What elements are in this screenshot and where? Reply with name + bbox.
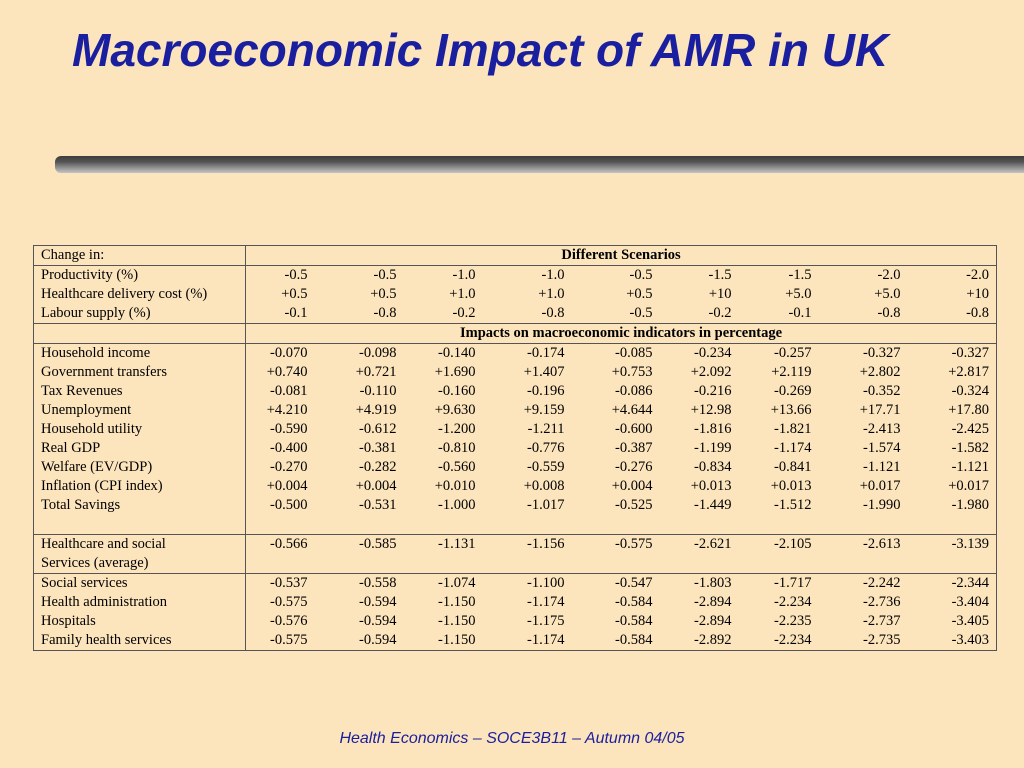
cell-value: -0.5 — [246, 266, 315, 286]
cell-value: -0.098 — [315, 344, 404, 364]
row-label: Family health services — [34, 631, 246, 651]
cell-value: -2.0 — [819, 266, 908, 286]
cell-value: +2.092 — [690, 364, 732, 380]
cell-value: -2.735 — [819, 631, 908, 651]
cell-value: -3.403 — [908, 631, 997, 651]
cell-value: -1.175 — [527, 613, 565, 629]
cell-value: -0.381 — [359, 440, 397, 456]
cell-value — [483, 554, 572, 574]
cell-value: -2.737 — [863, 613, 901, 629]
cell-value: -0.327 — [908, 344, 997, 364]
cell-value: -0.575 — [270, 594, 308, 610]
cell-value: -0.352 — [863, 383, 901, 399]
cell-value: +0.721 — [355, 364, 397, 380]
scenario-rows — [34, 266, 997, 324]
cell-value: -0.110 — [359, 383, 397, 399]
cell-value: -2.894 — [694, 594, 732, 610]
cell-value: -0.537 — [246, 574, 315, 594]
cell-value: -1.150 — [404, 631, 483, 651]
cell-value: -0.834 — [694, 459, 732, 475]
cell-value: -2.892 — [660, 631, 739, 651]
cell-value: -0.216 — [694, 383, 732, 399]
cell-value: -1.156 — [483, 535, 572, 555]
cell-value: -0.276 — [615, 459, 653, 475]
cell-value: -2.105 — [739, 535, 819, 555]
cell-value: +10 — [708, 286, 732, 302]
cell-value — [819, 515, 908, 535]
cell-value: +0.5 — [370, 286, 397, 302]
cell-value: -2.425 — [908, 420, 997, 439]
cell-value: +2.119 — [771, 364, 812, 380]
footer: Health Economics – SOCE3B11 – Autumn 04/05 — [339, 730, 685, 747]
cell-value: -0.566 — [246, 535, 315, 555]
cell-value: -0.327 — [819, 344, 908, 364]
table-row — [34, 593, 997, 612]
cell-value: -0.547 — [572, 574, 660, 594]
cell-value — [246, 554, 315, 574]
cell-value: -0.525 — [615, 497, 653, 513]
cell-value — [660, 515, 739, 535]
cell-value: -0.576 — [270, 613, 308, 629]
cell-value: -1.717 — [739, 574, 819, 594]
cell-value: -1.131 — [404, 535, 483, 555]
cell-value: -0.560 — [438, 459, 476, 475]
cell-value: -2.413 — [863, 421, 901, 437]
cell-value: -2.736 — [863, 594, 901, 610]
row-label: Social services — [34, 574, 246, 594]
cell-value: -0.810 — [438, 440, 476, 456]
cell-value — [246, 515, 315, 535]
cell-value: -1.803 — [660, 574, 739, 594]
row-label: Services (average) — [34, 554, 246, 574]
cell-value: -3.405 — [908, 612, 997, 631]
cell-value: -1.150 — [438, 613, 476, 629]
cell-value — [660, 554, 739, 574]
cell-value: -0.400 — [270, 440, 308, 456]
cell-value: -0.257 — [739, 344, 819, 364]
cell-value: -0.531 — [359, 497, 397, 513]
cell-value — [572, 554, 660, 574]
scenario-table — [33, 245, 997, 651]
cell-value: -0.600 — [615, 421, 653, 437]
row-label: Labour supply (%) — [34, 304, 246, 324]
healthcare-rows — [34, 535, 997, 574]
cell-value: +0.008 — [523, 478, 565, 494]
row-label: Welfare (EV/GDP) — [34, 458, 246, 477]
row-label: Productivity (%) — [34, 266, 246, 286]
cell-value: -0.160 — [438, 383, 476, 399]
cell-value: +4.919 — [355, 402, 397, 418]
cell-value: -0.270 — [270, 459, 308, 475]
cell-value: +0.740 — [266, 364, 308, 380]
cell-value: -0.575 — [572, 535, 660, 555]
row-label: Government transfers — [34, 363, 246, 382]
table-row — [34, 515, 997, 535]
cell-value: +0.5 — [626, 286, 653, 302]
cell-value: -0.585 — [315, 535, 404, 555]
cell-value: -0.070 — [246, 344, 315, 364]
row-label: Household utility — [34, 420, 246, 439]
cell-value: -2.234 — [739, 631, 819, 651]
cell-value: -1.582 — [908, 439, 997, 458]
cell-value: -0.594 — [359, 594, 397, 610]
impacts-header-row — [34, 324, 997, 344]
cell-value: +0.013 — [770, 478, 812, 494]
cell-value: -0.086 — [615, 383, 653, 399]
cell-value: +1.690 — [434, 364, 476, 380]
cell-value — [739, 515, 819, 535]
cell-value: -2.621 — [660, 535, 739, 555]
cell-value: +0.017 — [859, 478, 901, 494]
cell-value: +0.013 — [690, 478, 732, 494]
cell-value: -1.074 — [404, 574, 483, 594]
cell-value: -2.235 — [774, 613, 812, 629]
cell-value: +0.004 — [266, 478, 308, 494]
table-row — [34, 496, 997, 515]
cell-value: -3.139 — [908, 535, 997, 555]
cell-value: -0.612 — [359, 421, 397, 437]
cell-value: -0.8 — [877, 305, 901, 321]
cell-value: -1.100 — [483, 574, 572, 594]
cell-value: +0.017 — [908, 477, 997, 496]
cell-value: -1.449 — [694, 497, 732, 513]
cell-value: -1.174 — [527, 594, 565, 610]
cell-value: -1.821 — [774, 421, 812, 437]
cell-value: -0.282 — [359, 459, 397, 475]
cell-value: -0.8 — [908, 304, 997, 324]
cell-value: -3.404 — [908, 593, 997, 612]
cell-value: +1.407 — [523, 364, 565, 380]
table-row — [34, 304, 997, 324]
indicator-rows — [34, 344, 997, 535]
row-label: Real GDP — [34, 439, 246, 458]
cell-value: -1.017 — [527, 497, 565, 513]
cell-value: +13.66 — [770, 402, 812, 418]
cell-value: +0.010 — [434, 478, 476, 494]
cell-value: -1.000 — [438, 497, 476, 513]
cell-value — [908, 515, 997, 535]
cell-value: +12.98 — [690, 402, 732, 418]
row-label: Tax Revenues — [34, 382, 246, 401]
cell-value: -1.211 — [527, 421, 565, 437]
cell-value: -2.613 — [819, 535, 908, 555]
cell-value: -1.150 — [438, 594, 476, 610]
cell-value — [819, 554, 908, 574]
cell-value: -1.816 — [694, 421, 732, 437]
row-label: Total Savings — [34, 496, 246, 515]
cell-value: +0.004 — [611, 478, 653, 494]
cell-value: -0.584 — [615, 613, 653, 629]
table-row — [34, 574, 997, 594]
table-row — [34, 401, 997, 420]
table-header-row — [34, 246, 997, 266]
cell-value: -1.174 — [774, 440, 812, 456]
cell-value: -2.894 — [694, 613, 732, 629]
table-row — [34, 363, 997, 382]
cell-value — [739, 554, 819, 574]
cell-value: -0.559 — [527, 459, 565, 475]
cell-value: -0.387 — [615, 440, 653, 456]
cell-value: +4.210 — [266, 402, 308, 418]
table-row — [34, 554, 997, 574]
cell-value: -1.980 — [908, 496, 997, 515]
cell-value: -1.121 — [863, 459, 901, 475]
cell-value: -1.512 — [774, 497, 812, 513]
row-label: Inflation (CPI index) — [34, 477, 246, 496]
cell-value: -1.174 — [483, 631, 572, 651]
cell-value: -0.085 — [572, 344, 660, 364]
cell-value: -0.1 — [284, 305, 308, 321]
cell-value: -0.174 — [483, 344, 572, 364]
title-divider — [55, 156, 1024, 173]
scenarios-header: Different Scenarios — [246, 246, 997, 266]
table-row — [34, 612, 997, 631]
cell-value: -0.1 — [788, 305, 812, 321]
cell-value: +9.630 — [434, 402, 476, 418]
table-row — [34, 477, 997, 496]
cell-value: -0.584 — [572, 631, 660, 651]
impacts-header: Impacts on macroeconomic indicators in percentage — [246, 324, 997, 344]
table-row — [34, 344, 997, 364]
cell-value: -0.5 — [315, 266, 404, 286]
service-rows — [34, 574, 997, 651]
cell-value: +4.644 — [611, 402, 653, 418]
cell-value: +2.817 — [908, 363, 997, 382]
cell-value: -1.5 — [660, 266, 739, 286]
table-row — [34, 631, 997, 651]
cell-value: -0.590 — [270, 421, 308, 437]
cell-value — [404, 554, 483, 574]
cell-value: -2.242 — [819, 574, 908, 594]
cell-value: -2.234 — [774, 594, 812, 610]
cell-value: -0.841 — [774, 459, 812, 475]
cell-value: -1.990 — [863, 497, 901, 513]
cell-value: -1.574 — [863, 440, 901, 456]
row-label: Healthcare and social — [34, 535, 246, 555]
cell-value: +0.753 — [611, 364, 653, 380]
slide-title: Macroeconomic Impact of AMR in UK — [72, 24, 889, 76]
cell-value: -0.234 — [660, 344, 739, 364]
change-in-label: Change in: — [34, 246, 246, 266]
cell-value: +1.0 — [538, 286, 565, 302]
row-label: Healthcare delivery cost (%) — [34, 285, 246, 304]
row-label: Unemployment — [34, 401, 246, 420]
cell-value: -0.196 — [527, 383, 565, 399]
row-label: Household income — [34, 344, 246, 364]
cell-value — [315, 515, 404, 535]
cell-value: +9.159 — [523, 402, 565, 418]
table-row — [34, 458, 997, 477]
cell-value: -0.776 — [527, 440, 565, 456]
cell-value: -1.199 — [694, 440, 732, 456]
cell-value — [404, 515, 483, 535]
cell-value: -1.200 — [438, 421, 476, 437]
cell-value: -1.0 — [483, 266, 572, 286]
cell-value: -0.2 — [708, 305, 732, 321]
cell-value: -0.594 — [315, 631, 404, 651]
cell-value: -0.584 — [615, 594, 653, 610]
cell-value — [315, 554, 404, 574]
cell-value: -0.594 — [359, 613, 397, 629]
cell-value: +17.71 — [859, 402, 901, 418]
table-row — [34, 382, 997, 401]
cell-value: -0.575 — [246, 631, 315, 651]
cell-value: +10 — [908, 285, 997, 304]
cell-value: -0.8 — [541, 305, 565, 321]
cell-value: -0.2 — [452, 305, 476, 321]
cell-value: +0.004 — [355, 478, 397, 494]
cell-value: +5.0 — [785, 286, 812, 302]
cell-value — [572, 515, 660, 535]
cell-value: -0.324 — [908, 382, 997, 401]
cell-value: +2.802 — [859, 364, 901, 380]
cell-value — [908, 554, 997, 574]
cell-value: -0.081 — [270, 383, 308, 399]
cell-value: +1.0 — [449, 286, 476, 302]
cell-value: -0.5 — [572, 266, 660, 286]
cell-value: -2.0 — [908, 266, 997, 286]
cell-value: -0.5 — [629, 305, 653, 321]
cell-value: +5.0 — [874, 286, 901, 302]
cell-value: -0.558 — [315, 574, 404, 594]
row-label: Health administration — [34, 593, 246, 612]
cell-value: -1.121 — [908, 458, 997, 477]
table-row — [34, 420, 997, 439]
table-row — [34, 535, 997, 555]
cell-value — [483, 515, 572, 535]
cell-value: -0.500 — [270, 497, 308, 513]
cell-value: -1.5 — [739, 266, 819, 286]
table-row — [34, 266, 997, 286]
cell-value: -2.344 — [908, 574, 997, 594]
row-label: Hospitals — [34, 612, 246, 631]
cell-value: -0.140 — [404, 344, 483, 364]
cell-value: -0.269 — [774, 383, 812, 399]
cell-value: +17.80 — [908, 401, 997, 420]
table-row — [34, 285, 997, 304]
cell-value: -1.0 — [404, 266, 483, 286]
cell-value: -0.8 — [373, 305, 397, 321]
cell-value: +0.5 — [281, 286, 308, 302]
table-row — [34, 439, 997, 458]
row-label — [34, 515, 246, 535]
